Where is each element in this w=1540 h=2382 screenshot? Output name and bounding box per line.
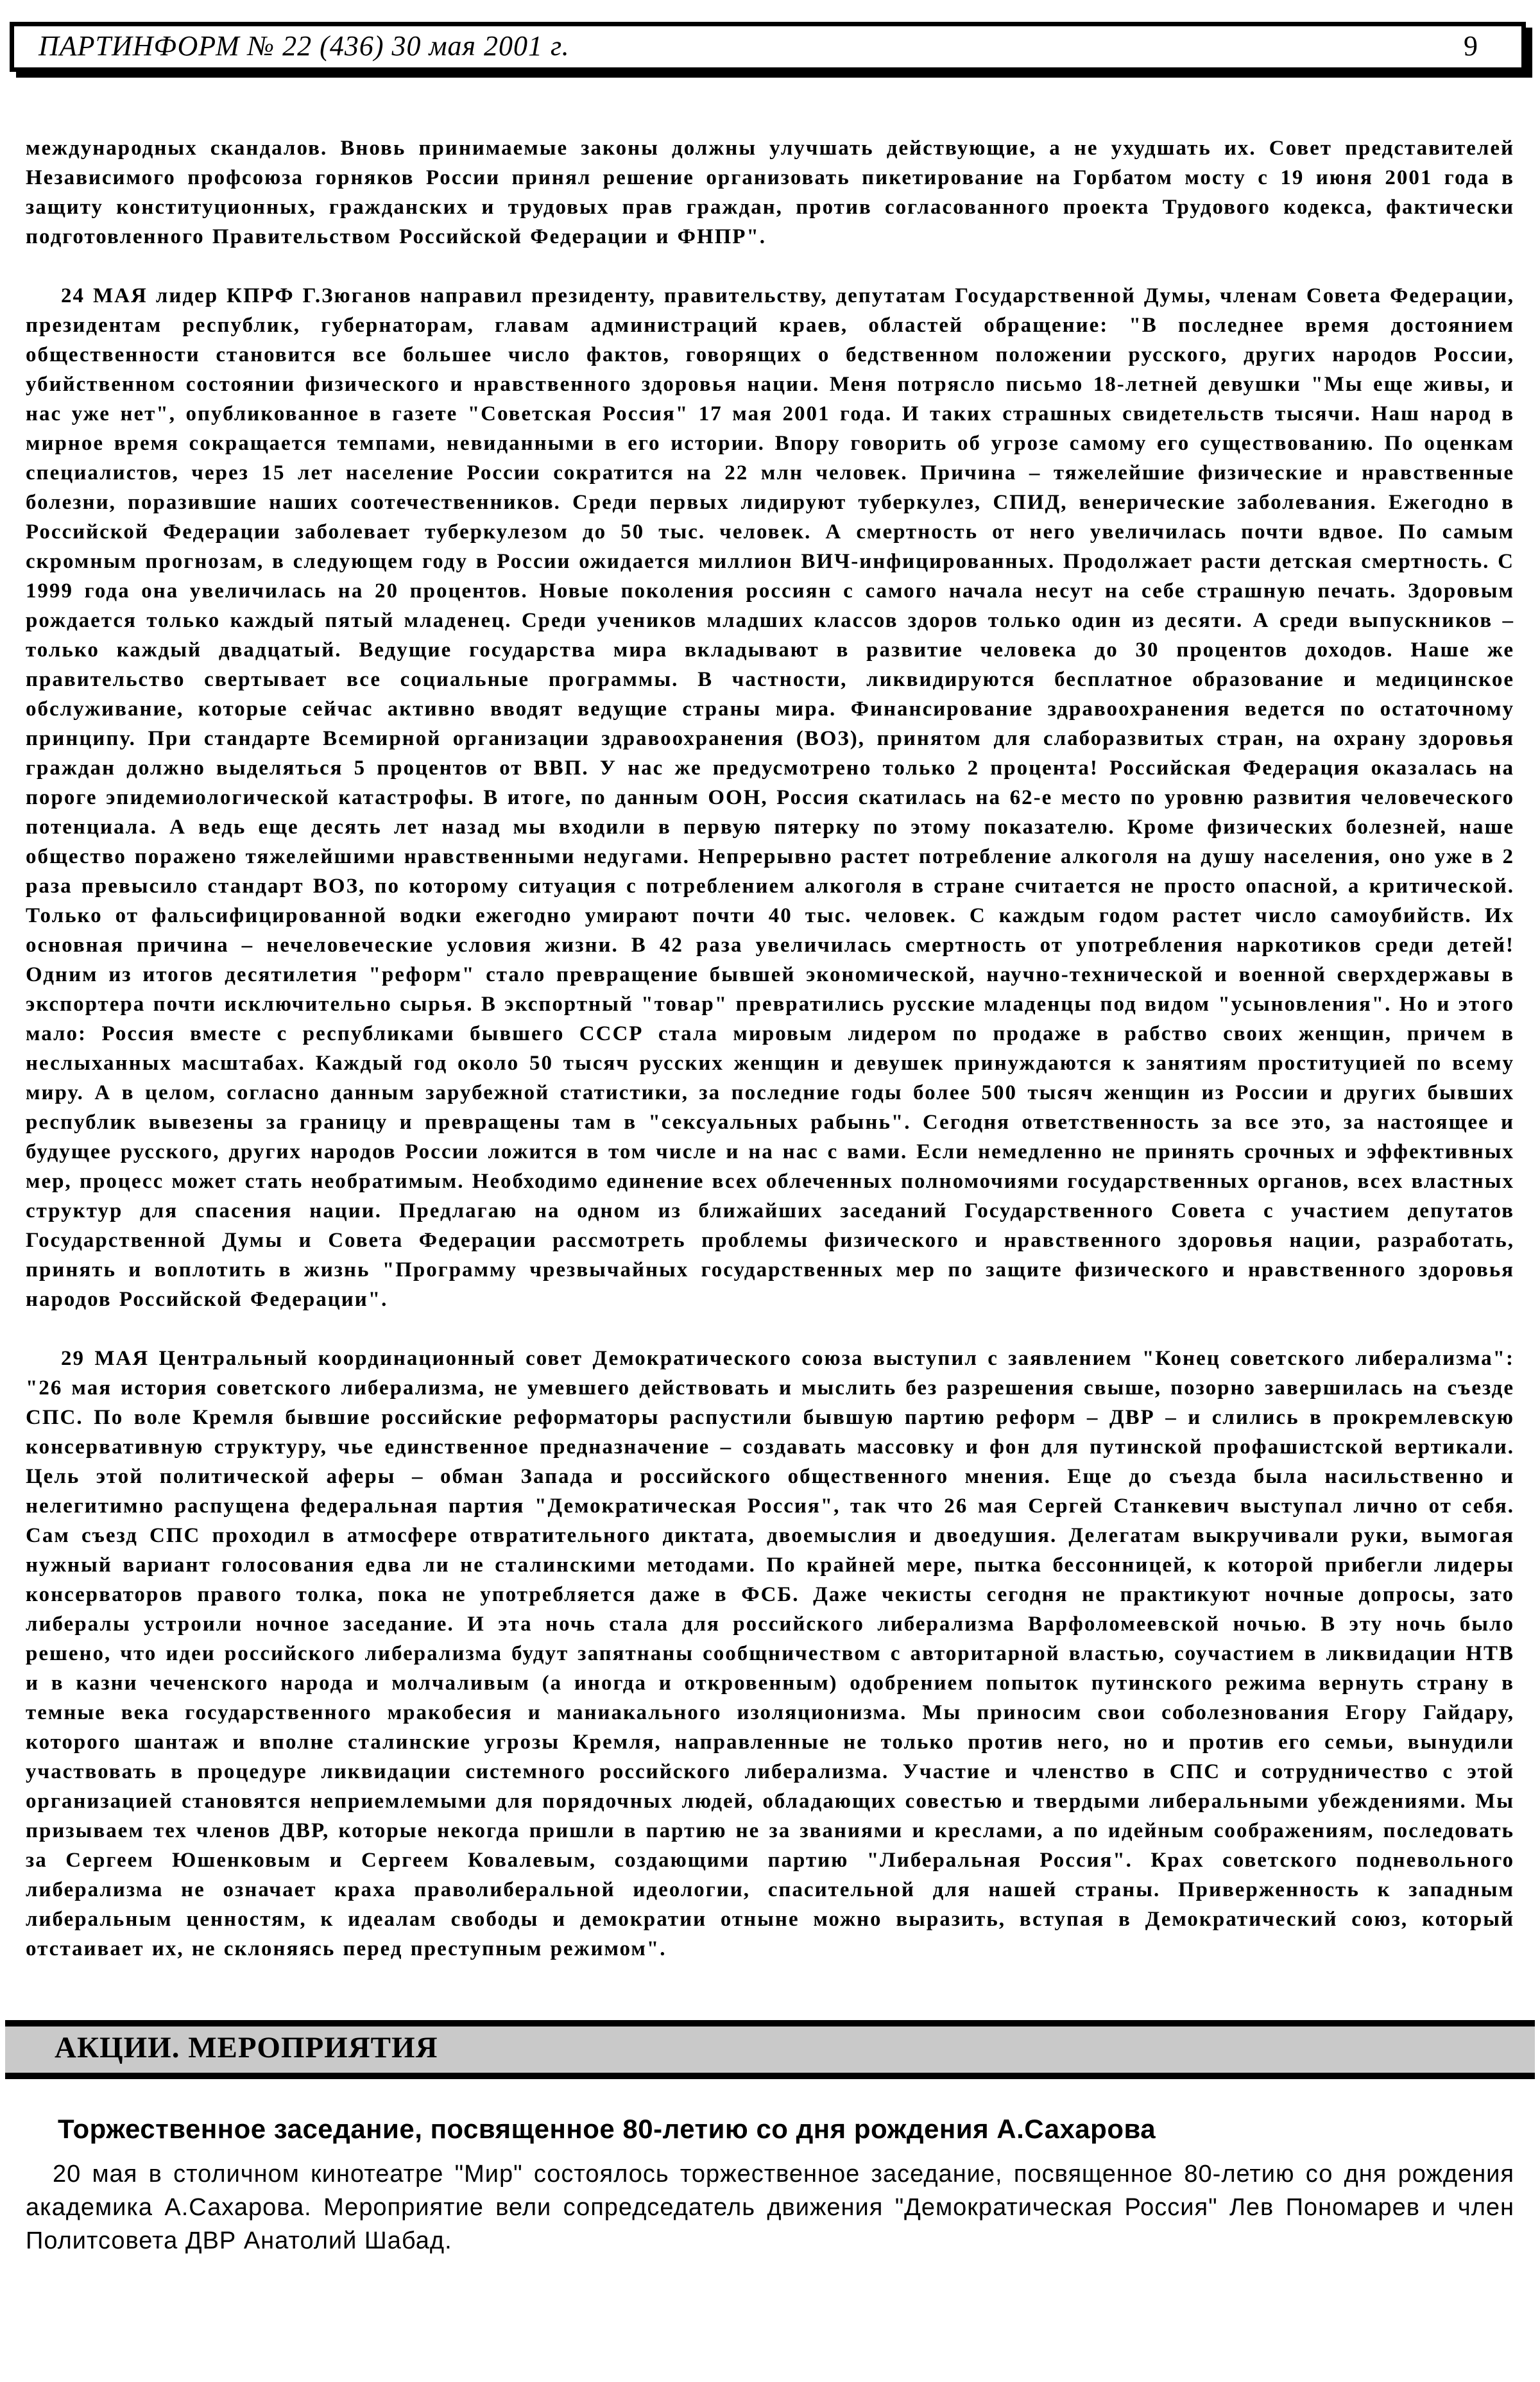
page-body <box>26 133 1514 2258</box>
continuation-paragraph: международных скандалов. Вновь принимаемые законы должны улучшать действующие, а не ухудшать их. Совет представителей Независимого профсоюза горняков России принял решение организовать пикетирование на Горбатом мосту с 19 июня 2001 года в защиту конституционных, гражданских и трудовых прав граждан, против согласованного проекта Трудового кодекса, фактически подготовленного Правительством Российской Федерации и ФНПР". <box>26 137 1514 248</box>
news-paragraph-29-may: 29 МАЯ Центральный координационный совет Демократического союза выступил с заявлением "Конец советского либерализма": "26 мая история советского либерализма, не умевшего действовать и мыслить без разрешения свыше, позорно завершилась на съезде СПС. По воле Кремля бывшие российские реформаторы распустили бывшую партию реформ – ДВР – и слились в прокремлевскую консервативную структуру, чье единственное предназначение – создавать массовку и фон для путинской профашистской вертикали. Цель этой политической аферы – обман Запада и российского общественного мнения. Еще до съезда была насильственно и нелегитимно распущена федеральная партия "Демократическая Россия", так что 26 мая Сергей Станкевич выступал лично от себя. Сам съезд СПС проходил в атмосфере отвратительного диктата, двоемыслия и двоедушия. Делегатам выкручивали руки, вымогая нужный вариант голосования едва ли не сталинскими методами. По крайней мере, пытка бессонницей, к которой прибегли лидеры консерваторов правого толка, пока не употребляется даже в ФСБ. Даже чекисты сегодня не практикуют ночные допросы, зато либералы устроили ночное заседание. И эта ночь стала для российского либерализма Варфоломеевской ночью. В эту ночь было решено, что идеи российского либерализма будут запятнаны сообщничеством с авторитарной властью, соучастием в ликвидации НТВ и в казни чеченского народа и молчаливым (а иногда и откровенным) одобрением попыток путинского режима вернуть страну в темные века государственного мракобесия и маниакального изоляционизма. Мы приносим свои соболезнования Егору Гайдару, которого шантаж и вполне сталинские угрозы Кремля, направленные не только против него, но и против его семьи, вынудили участвовать в процедуре ликвидации системного российского либерализма. Участие и членство в СПС и сотрудничество с этой организацией становятся неприемлемыми для порядочных людей, обладающих совестью и твердыми либеральными убеждениями. Мы призываем тех членов ДВР, которые некогда пришли в партию не за званиями и креслами, а по идейным соображениям, последовать за Сергеем Юшенковым и Сергеем Ковалевым, создающими партию "Либеральная Россия". Крах советского подневольного либерализма не означает краха праволиберальной идеологии, спасительной для нашей страны. Приверженность к западным либеральным ценностям, к идеалам свободы и демократии отныне можно выразить, вступая в Демократический союз, который отстаивает их, не склоняясь перед преступным режимом". <box>26 1347 1514 1960</box>
page-header <box>10 22 1526 72</box>
section-header-bar <box>5 2020 1535 2079</box>
news-paragraph-24-may: 24 МАЯ лидер КПРФ Г.Зюганов направил президенту, правительству, депутатам Государственной Думы, членам Совета Федерации, президентам республик, губернаторам, главам администраций краев, областей обращение: "В последнее время достоянием общественности становится все большее число фактов, говорящих о бедственном положении русского, других народов России, убийственном состоянии физического и нравственного здоровья нации. Меня потрясло письмо 18-летней девушки "Мы еще живы, и нас уже нет", опубликованное в газете "Советская Россия" 17 мая 2001 года. И таких страшных свидетельств тысячи. Наш народ в мирное время сокращается темпами, невиданными в его истории. Впору говорить об угрозе самому его существованию. По оценкам специалистов, через 15 лет население России сократится на 22 млн человек. Причина – тяжелейшие физические и нравственные болезни, поразившие наших соотечественников. Среди первых лидируют туберкулез, СПИД, венерические заболевания. Ежегодно в Российской Федерации заболевает туберкулезом до 50 тыс. человек. А смертность от него увеличилась почти вдвое. По самым скромным прогнозам, в следующем году в России ожидается миллион ВИЧ-инфицированных. Продолжает расти детская смертность. С 1999 года она увеличилась на 20 процентов. Новые поколения россиян с самого начала несут на себе страшную печать. Здоровым рождается только каждый пятый младенец. Среди учеников младших классов здоров только один из десяти. А среди выпускников – только каждый двадцатый. Ведущие государства мира вкладывают в развитие человека до 30 процентов доходов. Наше же правительство свертывает все социальные программы. В частности, ликвидируются бесплатное образование и медицинское обслуживание, которые сейчас активно вводят ведущие страны мира. Финансирование здравоохранения ведется по остаточному принципу. При стандарте Всемирной организации здравоохранения (ВОЗ), принятом для слаборазвитых стран, на охрану здоровья граждан должно выделяться 5 процентов от ВВП. У нас же предусмотрено только 2 процента! Российская Федерация оказалась на пороге эпидемиологической катастрофы. В итоге, по данным ООН, Россия скатилась на 62-е место по уровню развития человеческого потенциала. А ведь еще десять лет назад мы входили в первую пятерку по этому показателю. Кроме физических болезней, наше общество поражено тяжелейшими нравственными недугами. Непрерывно растет потребление алкоголя на душу населения, оно уже в 2 раза превысило стандарт ВОЗ, по которому ситуация с потреблением алкоголя в стране считается не просто опасной, а критической. Только от фальсифицированной водки ежегодно умирают почти 40 тыс. человек. С каждым годом растет число самоубийств. Их основная причина – нечеловеческие условия жизни. В 42 раза увеличилась смертность от употребления наркотиков среди детей! Одним из итогов десятилетия "реформ" стало превращение бывшей экономической, научно-технической и военной сверхдержавы в экспортера почти исключительно сырья. В экспортный "товар" превратились русские младенцы под видом "усыновления". Но и этого мало: Россия вместе с республиками бывшего СССР стала мировым лидером по продаже в рабство своих женщин, причем в неслыханных масштабах. Каждый год около 50 тысяч русских женщин и девушек принуждаются к занятиям проституцией по всему миру. А в целом, согласно данным зарубежной статистики, за последние годы более 500 тысяч женщин из России и других бывших республик вывезены за границу и превращены там в "сексуальных рабынь". Сегодня ответственность за все это, за настоящее и будущее русского, других народов России ложится в том числе и на нас с вами. Если немедленно не принять срочных и эффективных мер, процесс может стать необратимым. Необходимо единение всех облеченных полномочиями государственных органов, всех властных структур для спасения нации. Предлагаю на одном из ближайших заседаний Государственного Совета с участием депутатов Государственной Думы и Совета Федерации рассмотреть проблемы физического и нравственного здоровья нации, разработать, принять и воплотить в жизнь "Программу чрезвычайных государственных мер по защите физического и нравственного здоровья народов Российской Федерации". <box>26 284 1514 1311</box>
newsletter-title: ПАРТИНФОРМ № 22 (436) 30 мая 2001 г. <box>38 30 570 62</box>
article-body: 20 мая в столичном кинотеатре "Мир" состоялось торжественное заседание, посвященное 80-летию со дня рождения академика А.Сахарова. Мероприятие вели сопредседатель движения "Демократическая Россия" Лев Пономарев и член Политсовета ДВР Анатолий Шабад. <box>26 2161 1514 2254</box>
section-title: АКЦИИ. МЕРОПРИЯТИЯ <box>55 2031 438 2064</box>
article <box>26 2114 1514 2258</box>
page-number: 9 <box>1464 30 1478 62</box>
article-headline: Торжественное заседание, посвященное 80-летию со дня рождения А.Сахарова <box>58 2114 1156 2144</box>
